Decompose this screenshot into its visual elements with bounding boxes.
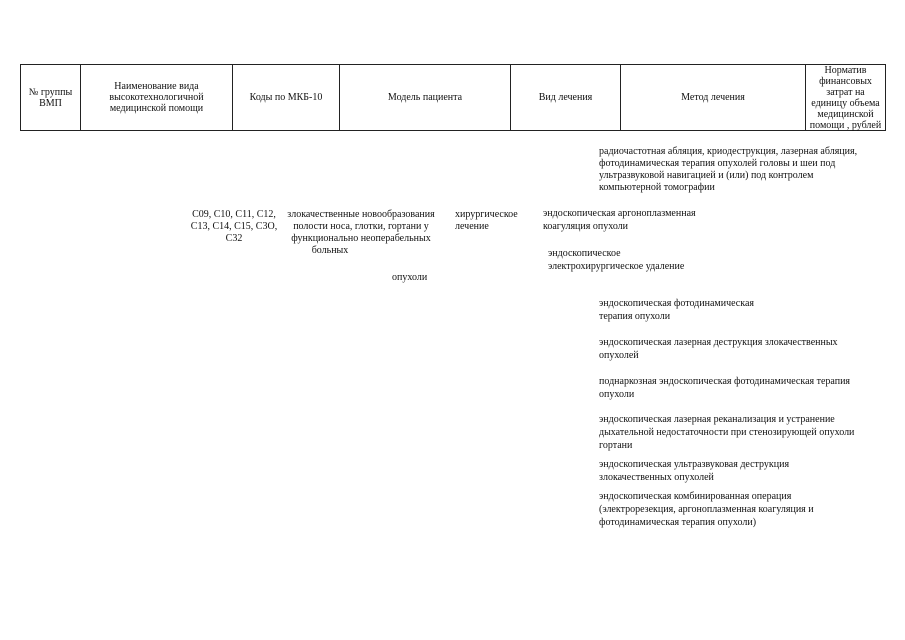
method-2-line-2: электрохирургическое удаление: [548, 261, 685, 272]
header-patient-model: Модель пациента: [339, 64, 510, 131]
method-top-line-1: радиочастотная абляция, криодеструкция, лазерная абляция,: [599, 146, 858, 157]
header-cost-norm: Норматив финансовых затрат на единицу объема медицинской помощи , рублей: [805, 64, 886, 131]
method-5-line-1: поднаркозная эндоскопическая фотодинамическая терапия: [599, 376, 851, 387]
header-icd-codes: Коды по МКБ-10: [232, 64, 339, 131]
patient-model-line-4: больных: [311, 245, 349, 256]
method-3-line-1: эндоскопическая фотодинамическая: [599, 298, 754, 309]
method-top-line-4: компьютерной томографии: [599, 182, 715, 193]
method-1-line-2: коагуляция опухоли: [543, 221, 629, 232]
patient-model-tail: опухоли: [392, 272, 428, 283]
patient-model-line-1: злокачественные новообразования: [287, 209, 435, 220]
table-header: [20, 64, 886, 131]
header-group-number: № группы ВМП: [20, 64, 80, 131]
method-8-line-2: (электрорезекция, аргоноплазменная коагуляция и: [599, 504, 814, 515]
method-top-line-2: фотодинамическая терапия опухолей головы и шеи под: [599, 158, 836, 169]
method-top-line-3: ультразвуковой навигацией и (или) под контролем: [599, 170, 814, 181]
icd-codes-line-1: С09, С10, С11, С12,: [192, 209, 276, 220]
icd-codes-line-2: С13, С14, С15, С3О,: [190, 221, 278, 232]
method-3-line-2: терапия опухоли: [599, 311, 671, 322]
method-4-line-2: опухолей: [599, 350, 639, 361]
treatment-type-line-2: лечение: [455, 221, 489, 232]
method-6-line-2: дыхательной недостаточности при стенозирующей опухоли: [599, 427, 855, 438]
patient-model-line-3: функционально неоперабельных: [291, 233, 431, 244]
method-6-line-3: гортани: [599, 440, 633, 451]
method-8-line-1: эндоскопическая комбинированная операция: [599, 491, 792, 502]
header-vmp-name: Наименование вида высокотехнологичной медицинской помощи: [80, 64, 232, 131]
method-6-line-1: эндоскопическая лазерная реканализация и устранение: [599, 414, 835, 425]
method-7-line-2: злокачественных опухолей: [599, 472, 714, 483]
method-1-line-1: эндоскопическая аргоноплазменная: [543, 208, 696, 219]
treatment-type-line-1: хирургическое: [455, 209, 518, 220]
method-4-line-1: эндоскопическая лазерная деструкция злокачественных: [599, 337, 838, 348]
method-2-line-1: эндоскопическое: [548, 248, 621, 259]
icd-codes-line-3: С32: [225, 233, 243, 244]
method-7-line-1: эндоскопическая ультразвуковая деструкция: [599, 459, 790, 470]
header-treatment-method: Метод лечения: [620, 64, 805, 131]
method-5-line-2: опухоли: [599, 389, 635, 400]
method-8-line-3: фотодинамическая терапия опухоли): [599, 517, 757, 528]
header-treatment-type: Вид лечения: [510, 64, 620, 131]
patient-model-line-2: полости носа, глотки, гортани у: [293, 221, 429, 232]
